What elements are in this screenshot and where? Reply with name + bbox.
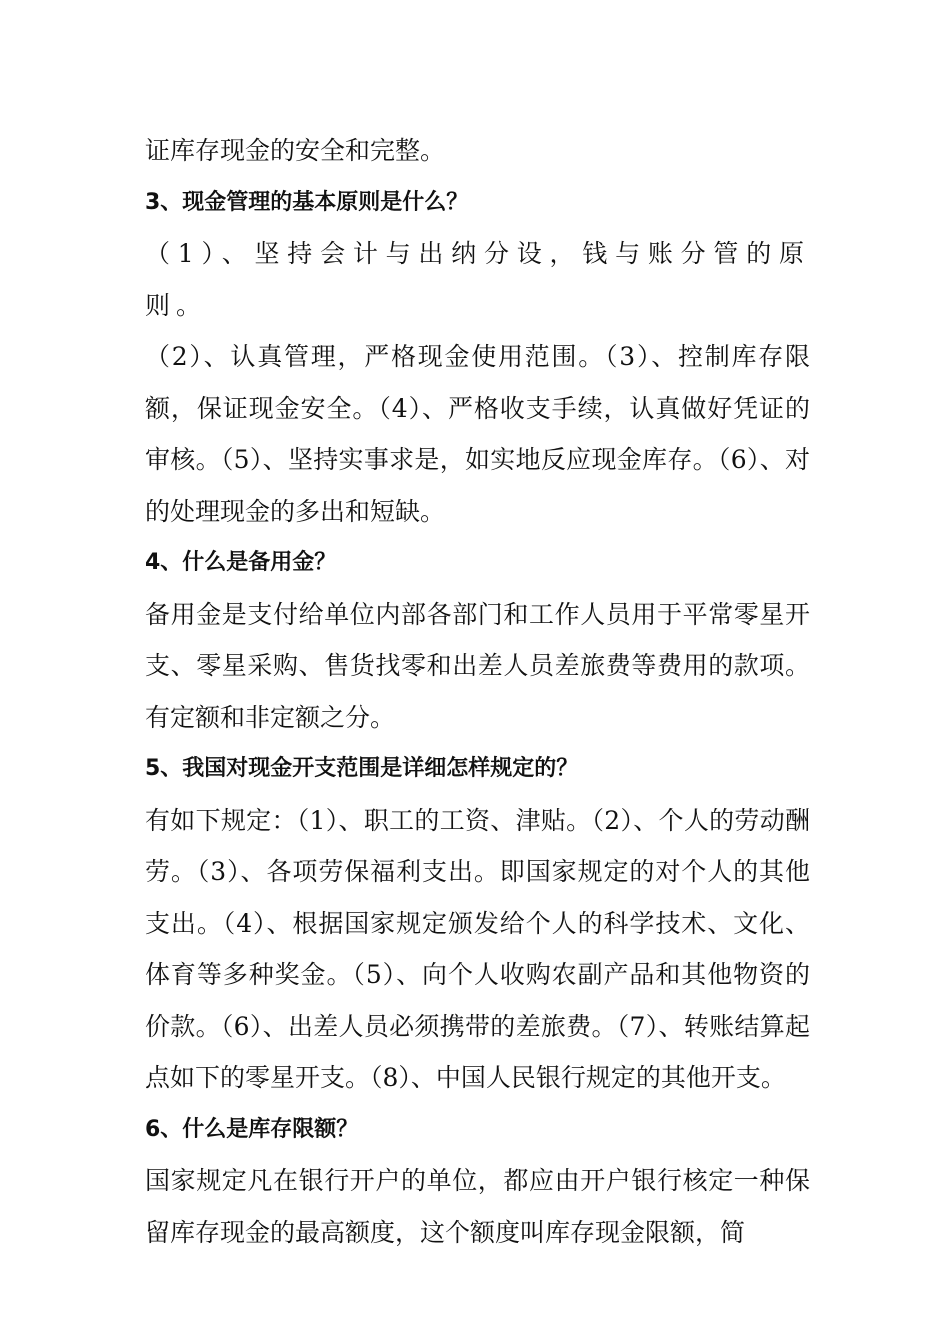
document-page [145,125,810,1258]
section-4-heading: 4、什么是备用金？ [145,550,337,575]
intro-paragraph-tail: 证库存现金的安全和完整。 [145,136,446,165]
section-3-heading: 3、现金管理的基本原则是什么？ [145,189,469,215]
section-4-body: 备用金是支付给单位内部各部门和工作人员用于平常零星开支、零星采购、售货找零和出差人员差旅费等费用的款项。有定额和非定额之分。 [145,599,810,732]
section-3-first-line: （1）、坚持会计与出纳分设，钱与账分管的原则。 [145,239,810,320]
section-6-body: 国家规定凡在银行开户的单位，都应由开户银行核定一种保留库存现金的最高额度，这个额度叫库存现金限额，简 [145,1166,810,1247]
section-5-heading: 5、我国对现金开支范围是详细怎样规定的？ [145,756,579,781]
section-6-heading: 6、什么是库存限额？ [145,1116,359,1142]
section-3-body: （2）、认真管理，严格现金使用范围。（3）、控制库存限额，保证现金安全。（4）、严格收支手续，认真做好凭证的审核。（5）、坚持实事求是，如实地反应现金库存。（6）、对的处理现金的多出和短缺。 [145,342,810,526]
section-5-body: 有如下规定：（1）、职工的工资、津贴。（2）、个人的劳动酬劳。（3）、各项劳保福利支出。即国家规定的对个人的其他支出。（4）、根据国家规定颁发给个人的科学技术、文化、体育等多种奖金。（5）、向个人收购农副产品和其他物资的价款。（6）、出差人员必须携带的差旅费。（7）、转账结算起点如下的零星开支。（8）、中国人民银行规定的其他开支。 [145,805,810,1092]
